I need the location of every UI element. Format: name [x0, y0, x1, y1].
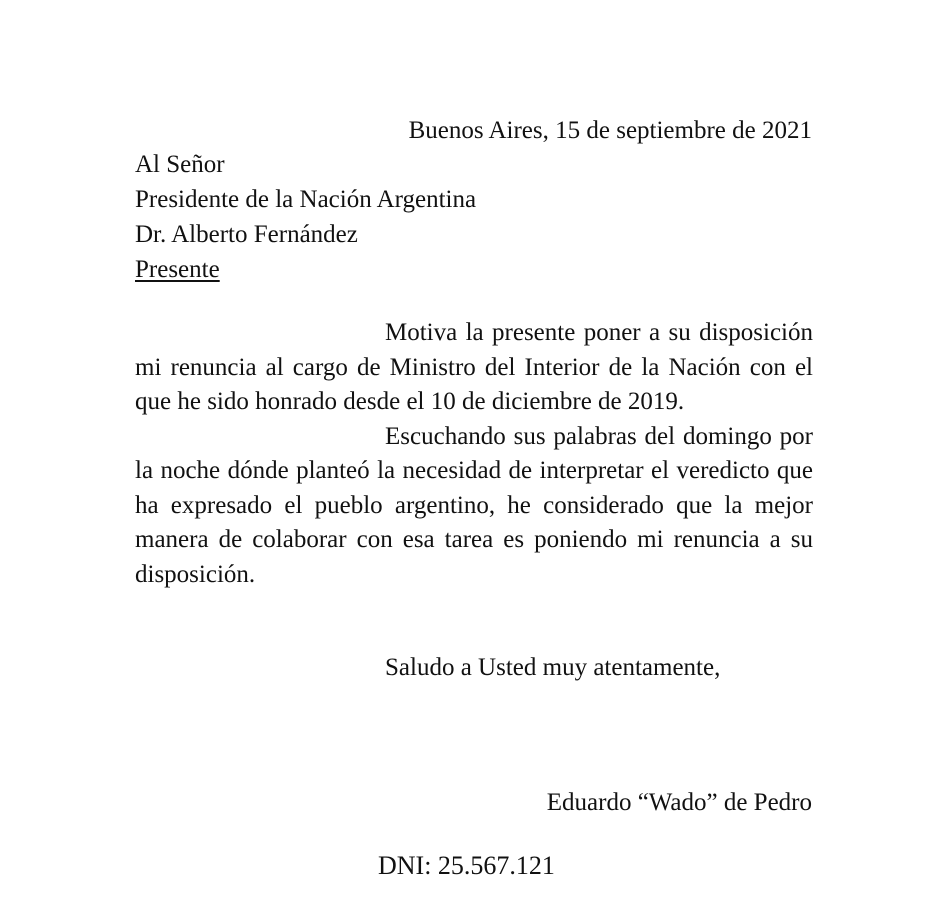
body-paragraph-1: Motiva la presente poner a su disposición mi renuncia al cargo de Ministro del Interior de la Nación con el que he sido honrado desde el 10 de diciembre de 2019. [135, 319, 813, 415]
recipient-presente: Presente [135, 256, 220, 283]
closing-line: Saludo a Usted muy atentamente, [385, 654, 721, 681]
letter-body [135, 316, 813, 592]
recipient-salutation: Al Señor [135, 151, 225, 178]
recipient-block [135, 147, 476, 287]
body-paragraph-2: Escuchando sus palabras del domingo por la noche dónde planteó la necesidad de interpretar el veredicto que ha expresado el pueblo argentino, he considerado que la mejor manera de colaborar con esa tarea es poniendo mi renuncia a su disposición. [135, 422, 813, 588]
recipient-name: Dr. Alberto Fernández [135, 221, 358, 248]
recipient-title: Presidente de la Nación Argentina [135, 186, 477, 213]
signature-name: Eduardo “Wado” de Pedro [546, 789, 812, 816]
date-line: Buenos Aires, 15 de septiembre de 2021 [408, 117, 812, 144]
dni-line: DNI: 25.567.121 [378, 851, 555, 880]
